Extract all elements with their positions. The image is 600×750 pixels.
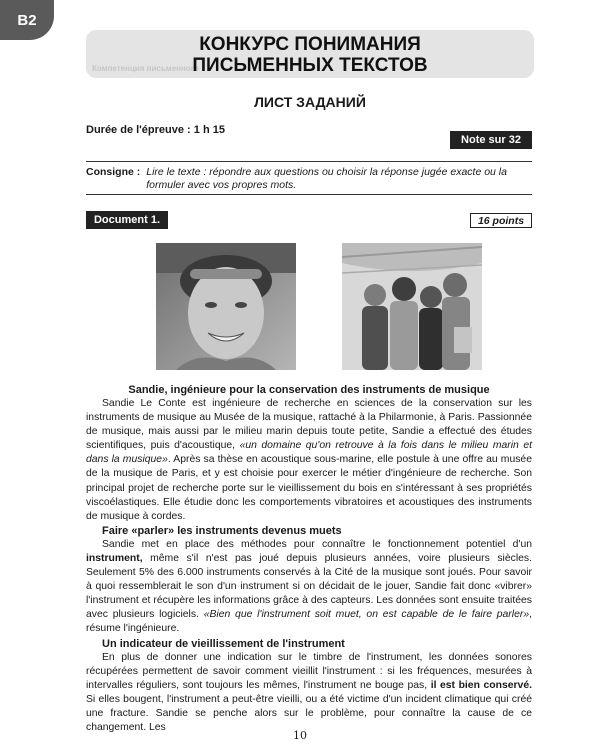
article-paragraph-3: En plus de donner une indication sur le timbre de l'instrument, les données sonores récupérées permettent de savoir comment vieillit l'instrument : si les fréquences, mesurées à intervalles réguliers, sont toujours les mêmes, l'instrument ne bouge pas, il est bien conservé. Si elles bougent, l'instrument a peut-être vieilli, ou a été victime d'un incident climatique qui créé une fracture. Sandie se penche alors sur le problème, pour connaître la cause de ce changement. Les	[86, 651, 532, 733]
document-label: Document 1.	[86, 211, 168, 229]
level-badge: B2	[0, 0, 54, 40]
title-line-2: ПИСЬМЕННЫХ ТЕКСТОВ	[192, 55, 428, 76]
page-subtitle: ЛИСТ ЗАДАНИЙ	[254, 94, 366, 110]
article-paragraph-2: Sandie met en place des méthodes pour connaître le fonctionnement potentiel d'un instrument, même s'il n'est pas joué depuis plusieurs années, voire plusieurs siècles. Seulement 5% des 6.000 instruments conservés à la Cité de la musique sont joués. Pour savoir à quoi ressemblerait le son d'un instrument si on décidait de le jouer, Sandie fait donc «vibrer» l'instrument et récupère les informations grâce à des capteurs. Les données sont ensuite traitées avec plusieurs logiciels. «Bien que l'instrument soit muet, on est capable de le faire parler», résume l'ingénieure.	[86, 538, 532, 635]
article	[86, 383, 532, 735]
group-photo	[342, 243, 482, 370]
article-heading-2: Faire «parler» les instruments devenus muets	[102, 524, 342, 537]
divider-bottom	[86, 194, 532, 195]
points-badge: 16 points	[470, 213, 532, 228]
article-paragraph-1: Sandie Le Conte est ingénieure de recherche en sciences de la conservation sur les instruments de musique au Musée de la musique, rattaché à la Philarmonie, à Paris. Passionnée de musique, mais aussi par le milieu marin depuis toute petite, Sandie a effectué des études scientifiques, puis d'acoustique, «un domaine qu'on retrouve à la fois dans le milieu marin et dans la musique». Après sa thèse en acoustique sous-marine, elle postule à une offre au musée de la musique de Paris, et y est choisie pour exercer le métier d'ingénieure de recherche. Son principal projet de recherche porte sur le vieillissement du bois en s'intéressant à ses propriétés viscoélastiques. Elle étudie donc les comportements vibratoires et acoustiques des instruments de musique à cordes.	[86, 398, 532, 522]
title-line-1: КОНКУРС ПОНИМАНИЯ	[199, 34, 421, 55]
exam-duration: Durée de l'épreuve : 1 h 15	[86, 124, 225, 136]
ghost-text: Компетенция письменного	[92, 64, 199, 73]
instructions-text: Lire le texte : répondre aux questions ou choisir la réponse jugée exacte ou la formuler avec vos propres mots.	[146, 166, 507, 191]
divider-top	[86, 161, 532, 162]
page-number: 10	[293, 729, 307, 742]
portrait-photo	[156, 243, 296, 370]
page-title	[86, 34, 534, 76]
article-title: Sandie, ingénieure pour la conservation des instruments de musique	[128, 384, 490, 396]
instructions-label: Consigne :	[86, 166, 141, 178]
instructions	[86, 166, 532, 192]
article-heading-3: Un indicateur de vieillissement de l'instrument	[102, 637, 345, 650]
score-badge: Note sur 32	[450, 131, 532, 149]
